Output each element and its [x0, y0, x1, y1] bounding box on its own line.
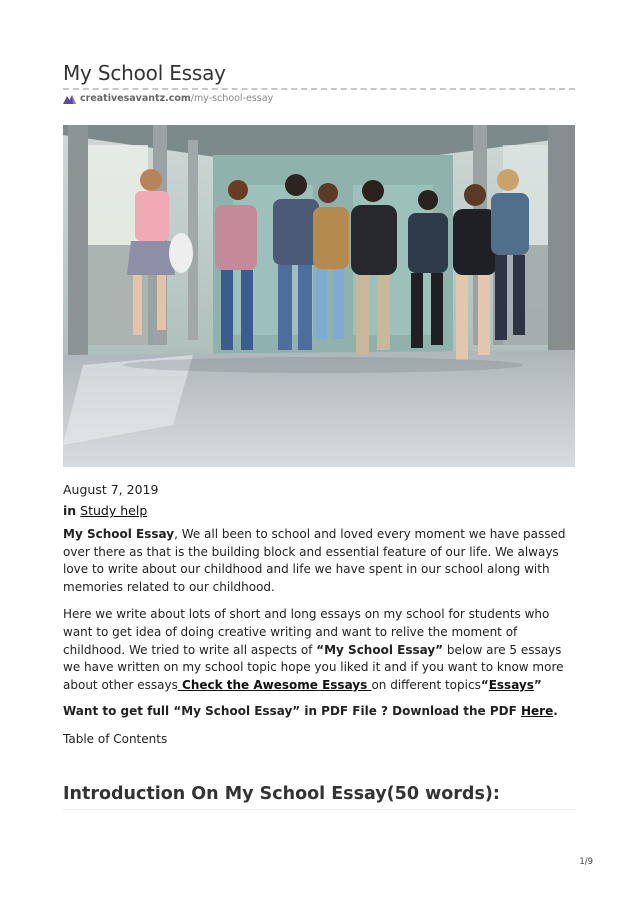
- post-date: August 7, 2019: [63, 482, 159, 497]
- pdf-end: .: [553, 704, 558, 719]
- open-quote: “: [480, 677, 489, 692]
- pdf-here-link[interactable]: Here: [520, 704, 554, 719]
- check-essays-link[interactable]: Check the Awesome Essays: [177, 677, 372, 692]
- article-body: [63, 526, 575, 759]
- about-text-c: on different topics: [371, 677, 481, 692]
- source-path[interactable]: /my-school-essay: [190, 93, 274, 104]
- essays-link[interactable]: Essays: [488, 677, 534, 692]
- children-running-photo: [63, 125, 575, 467]
- section-divider: [63, 809, 575, 810]
- hero-image: [63, 125, 575, 467]
- pdf-text: Want to get full “My School Essay” in PDF File ? Download the PDF: [63, 704, 521, 719]
- pdf-download-line: [63, 703, 575, 721]
- category-prefix: in: [63, 503, 77, 518]
- section-heading: Introduction On My School Essay(50 words):: [63, 784, 500, 804]
- site-favicon-icon: [63, 93, 76, 104]
- table-of-contents[interactable]: Table of Contents: [63, 731, 168, 746]
- page-number: 1/9: [579, 857, 593, 867]
- about-paragraph: [63, 606, 575, 694]
- intro-paragraph: [63, 526, 575, 596]
- page-title: My School Essay: [63, 61, 226, 85]
- about-text-b: below are 5 essays we have written on my school topic hope you liked it and if you want to know more about other essays: [63, 642, 564, 692]
- intro-text: , We all been to school and loved every moment we have passed over there as that is the building block and essential feature of our life. We always love to write about our childhood and life we have spent in our school along with memories related to our childhood.: [63, 527, 566, 594]
- about-bold-title: “My School Essay”: [316, 642, 444, 657]
- source-line: [63, 93, 273, 104]
- close-quote: ”: [533, 677, 542, 692]
- category-line: [63, 503, 147, 518]
- intro-bold-title: My School Essay: [63, 527, 175, 541]
- source-domain[interactable]: creativesavantz.com: [80, 93, 191, 104]
- category-link[interactable]: Study help: [80, 503, 148, 518]
- title-divider: [63, 88, 575, 90]
- about-text-a: Here we write about lots of short and long essays on my school for students who want to get idea of doing creative writing and want to relive the moment of childhood. We tried to write all aspects of: [63, 607, 550, 657]
